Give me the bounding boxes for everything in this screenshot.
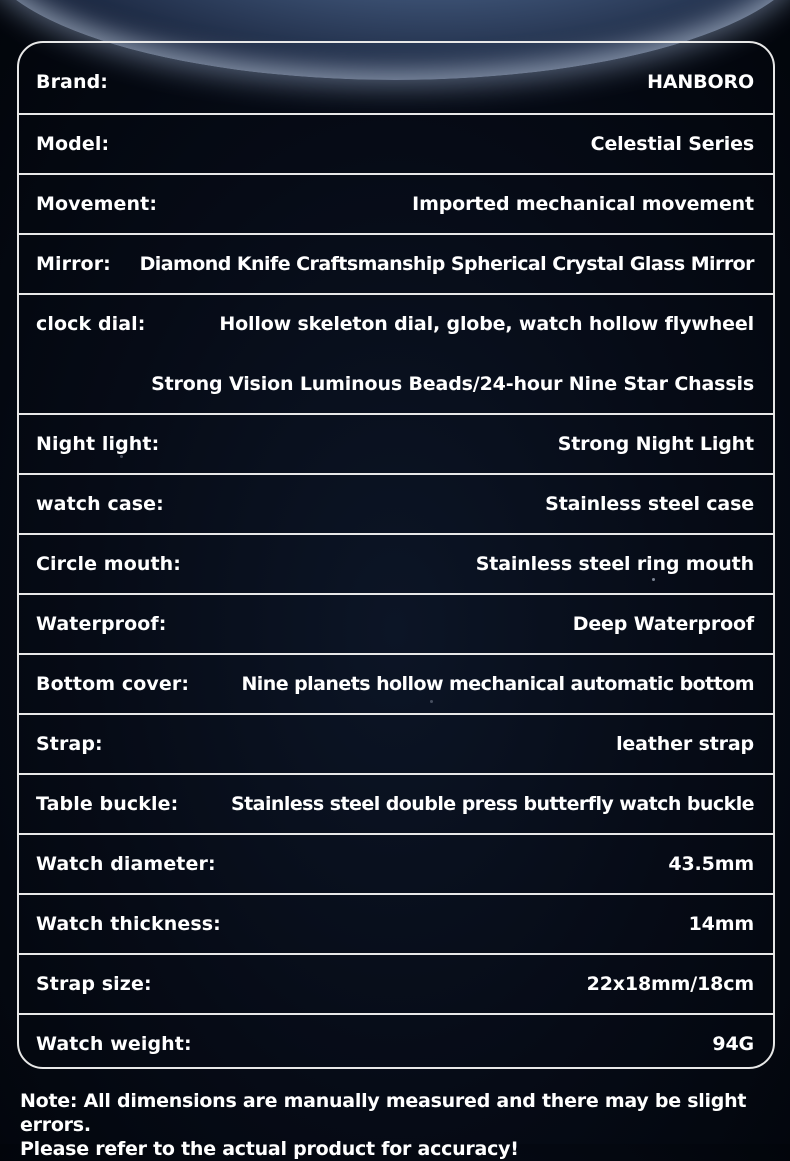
spec-value: Stainless steel double press butterfly watch buckle [231,793,754,815]
note-line-2: Please refer to the actual product for accuracy! [20,1138,519,1160]
spec-label: Circle mouth: [36,553,181,575]
spec-value: Stainless steel ring mouth [475,553,754,575]
spec-value: 22x18mm/18cm [586,973,754,995]
spec-value: Diamond Knife Craftsmanship Spherical Crystal Glass Mirror [139,253,754,275]
spec-value-second-line: Strong Vision Luminous Beads/24-hour Nine Star Chassis [151,373,754,395]
spec-row-movement [19,173,773,233]
spec-value: Imported mechanical movement [412,193,754,215]
spec-value: 14mm [688,913,754,935]
spec-label: Movement: [36,193,158,215]
spec-label: Watch thickness: [36,913,221,935]
disclaimer-note [20,1089,780,1161]
spec-row-waterproof [19,593,773,653]
spec-label: Waterproof: [36,613,167,635]
spec-row-strap-size [19,953,773,1013]
spec-value: Strong Night Light [557,433,754,455]
spec-value: Stainless steel case [545,493,754,515]
spec-label: Mirror: [36,253,111,275]
spec-row-watch-case [19,473,773,533]
spec-row-night-light [19,413,773,473]
spec-row-mirror [19,233,773,293]
spec-value: 94G [712,1033,754,1055]
spec-label: watch case: [36,493,164,515]
spec-value: 43.5mm [668,853,754,875]
spec-row-watch-diameter [19,833,773,893]
spec-row-table-buckle [19,773,773,833]
spec-row-bottom-cover [19,653,773,713]
spec-label: Brand: [36,71,108,93]
spec-label: Bottom cover: [36,673,190,695]
spec-label: Model: [36,133,110,155]
spec-row-model [19,113,773,173]
spec-label: Strap: [36,733,103,755]
note-line-1: Note: All dimensions are manually measured and there may be slight errors. [20,1090,747,1136]
spec-value: leather strap [616,733,754,755]
spec-value: Nine planets hollow mechanical automatic bottom [241,673,754,695]
spec-row-watch-thickness [19,893,773,953]
spec-value: Hollow skeleton dial, globe, watch hollow flywheel [219,313,754,335]
spec-row-watch-weight [19,1013,773,1069]
spec-label: Watch weight: [36,1033,192,1055]
spec-row-strap [19,713,773,773]
spec-label: Table buckle: [36,793,179,815]
spec-row-circle-mouth [19,533,773,593]
spec-label: Night light: [36,433,160,455]
spec-value: Celestial Series [590,133,754,155]
spec-value: HANBORO [647,71,754,93]
spec-row-brand [19,43,773,113]
spec-label: Strap size: [36,973,152,995]
spec-value: Deep Waterproof [572,613,754,635]
spec-row-clock-dial [19,293,773,413]
spec-label: clock dial: [36,313,146,335]
spec-table [17,41,775,1069]
spec-label: Watch diameter: [36,853,216,875]
